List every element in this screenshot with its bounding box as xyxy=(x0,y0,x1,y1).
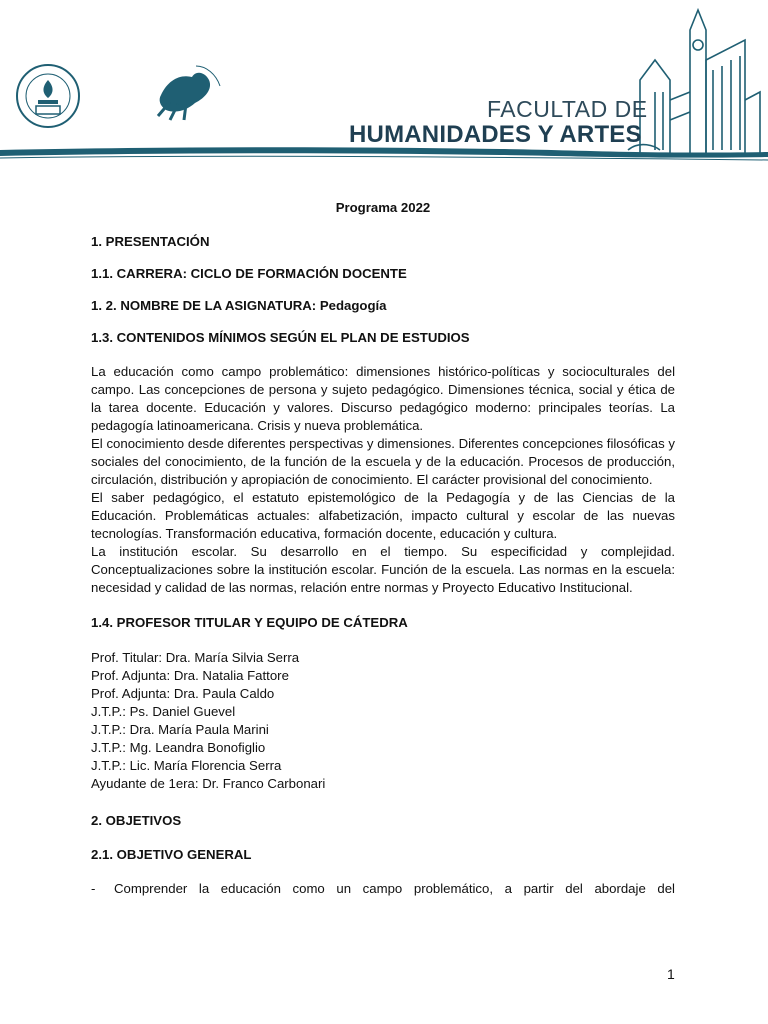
section-heading-1-3: 1.3. CONTENIDOS MÍNIMOS SEGÚN EL PLAN DE ESTUDIOS xyxy=(91,330,470,345)
staff-item: J.T.P.: Dra. María Paula Marini xyxy=(91,722,269,737)
page-header xyxy=(0,0,768,165)
building-illustration xyxy=(628,10,760,155)
paragraph: La educación como campo problemático: dimensiones histórico-políticas y socioculturales del campo. Las concepciones de persona y sujeto pedagógico. Dimensiones técnica, social y ética de la tarea docente. Educación y valores. Discurso pedagógico moderno: principales teorías. La pedagogía latinoamericana. Crisis y nueva problemática. xyxy=(91,364,675,433)
section-heading-2-1: 2.1. OBJETIVO GENERAL xyxy=(91,847,252,862)
paragraph: El saber pedagógico, el estatuto epistemológico de la Pedagogía y de las Ciencias de la Educación. Problemáticas actuales: alfabetización, impacto cultural y escolar de las nuevas tecnologías. Transformación educativa, formación docente, educación y cultura. xyxy=(91,490,675,541)
staff-item: Prof. Adjunta: Dra. Paula Caldo xyxy=(91,686,275,701)
faculty-name-line2: HUMANIDADES Y ARTES xyxy=(349,121,642,148)
faculty-name-line1: FACULTAD DE xyxy=(487,96,648,122)
section-heading-1: 1. PRESENTACIÓN xyxy=(91,234,210,249)
paragraph: El conocimiento desde diferentes perspectivas y dimensiones. Diferentes concepciones filosóficas y sociales del conocimiento, de la función de la escuela y de la educación. Procesos de producción, circulación, distribución y apropiación de conocimiento. El carácter provisional del conocimiento. xyxy=(91,436,675,487)
section-heading-2: 2. OBJETIVOS xyxy=(91,813,182,828)
section-heading-1-4: 1.4. PROFESOR TITULAR Y EQUIPO DE CÁTEDRA xyxy=(91,615,408,630)
staff-item: J.T.P.: Mg. Leandra Bonofiglio xyxy=(91,740,266,755)
staff-item: Prof. Titular: Dra. María Silvia Serra xyxy=(91,650,300,665)
staff-item: Prof. Adjunta: Dra. Natalia Fattore xyxy=(91,668,289,683)
paragraph: La institución escolar. Su desarrollo en el tiempo. Su especificidad y complejidad. Conceptualizaciones sobre la institución escolar. Función de la escuela. Las normas en la escuela: necesidad y calidad de las normas, relación entre normas y Proyecto Educativo Institucional. xyxy=(91,544,675,595)
staff-item: Ayudante de 1era: Dr. Franco Carbonari xyxy=(91,776,326,791)
staff-list xyxy=(91,649,675,793)
bullet-text: Comprender la educación como un campo problemático, a partir del abordaje del xyxy=(114,881,675,896)
unr-seal-logo xyxy=(17,65,79,127)
section-heading-1-1: 1.1. CARRERA: CICLO DE FORMACIÓN DOCENTE xyxy=(91,266,407,281)
contents-paragraphs xyxy=(91,363,675,597)
document-body xyxy=(91,199,675,898)
bullet-dash: - xyxy=(91,881,96,896)
objective-bullet xyxy=(91,880,675,898)
staff-item: J.T.P.: Ps. Daniel Guevel xyxy=(91,704,236,719)
document-title: Programa 2022 xyxy=(335,200,431,215)
fhya-hand-logo xyxy=(158,66,220,120)
staff-item: J.T.P.: Lic. María Florencia Serra xyxy=(91,758,282,773)
section-heading-1-2: 1. 2. NOMBRE DE LA ASIGNATURA: Pedagogía xyxy=(91,298,387,313)
page-number: 1 xyxy=(667,966,675,982)
